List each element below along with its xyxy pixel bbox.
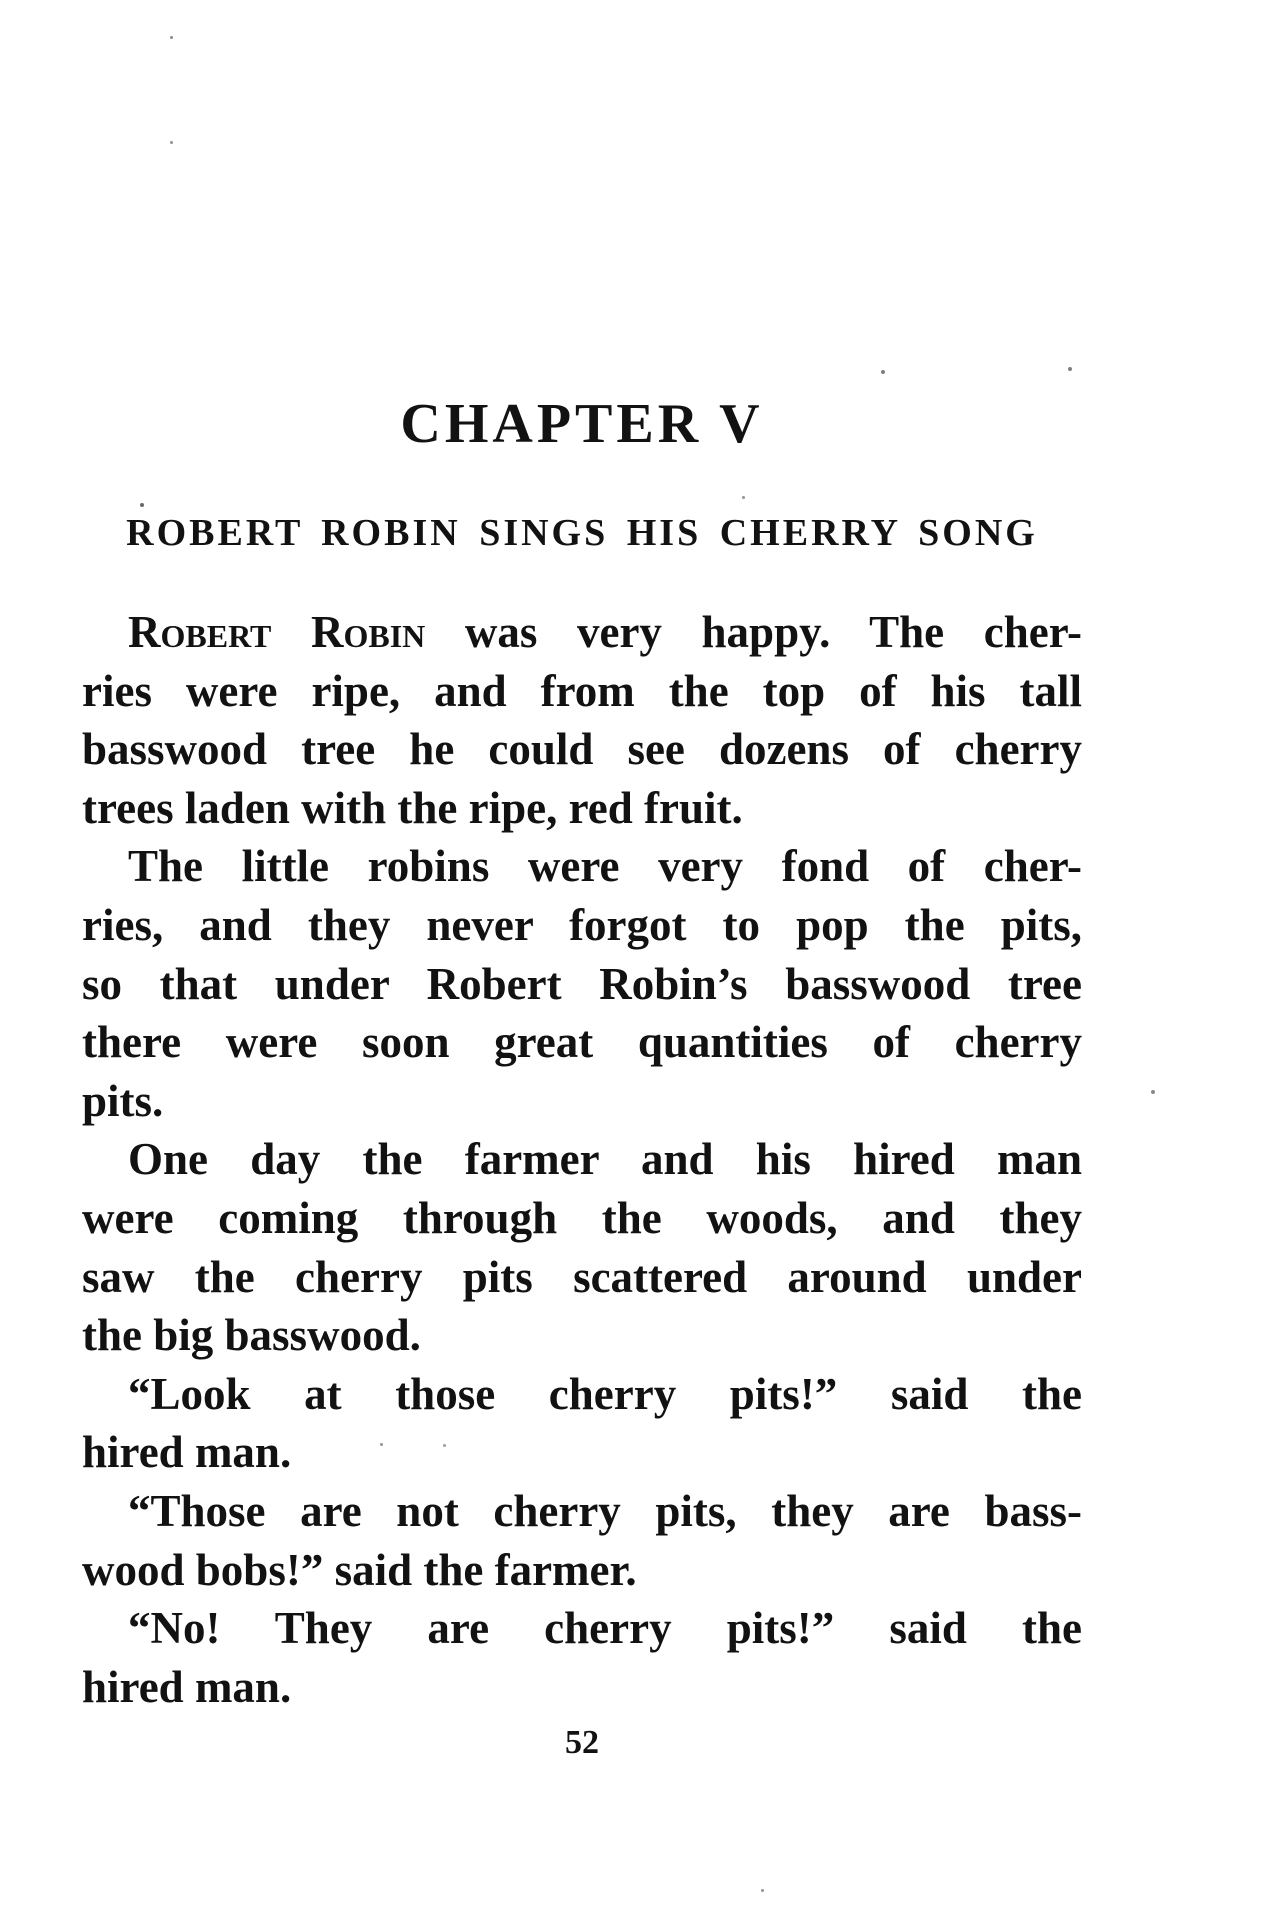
scan-speck	[140, 503, 144, 507]
paragraph-1	[82, 603, 1082, 837]
text-line: saw the cherry pits scattered around under	[82, 1251, 1082, 1302]
text-line: the big basswood.	[82, 1310, 421, 1361]
text-line: there were soon great quantities of cherry	[82, 1017, 1082, 1068]
text-line: “Look at those cherry pits!” said the	[128, 1368, 1082, 1419]
scan-speck	[1068, 367, 1072, 371]
text-line: basswood tree he could see dozens of cherry	[82, 724, 1082, 775]
text-line: were coming through the woods, and they	[82, 1192, 1082, 1243]
chapter-subtitle: ROBERT ROBIN SINGS HIS CHERRY SONG	[126, 512, 1038, 554]
page-number: 52	[565, 1724, 599, 1761]
paragraph-2	[82, 837, 1082, 1130]
scan-speck	[170, 141, 173, 144]
character-name-smallcaps: Robert Robin	[128, 607, 426, 657]
text-line: trees laden with the ripe, red fruit.	[82, 782, 743, 833]
text-line: ries, and they never forgot to pop the pits,	[82, 899, 1082, 950]
text-line: pits.	[82, 1075, 164, 1126]
text-line: wood bobs!” said the farmer.	[82, 1544, 637, 1595]
scan-speck	[1151, 1090, 1155, 1094]
text-line: One day the farmer and his hired man	[128, 1134, 1082, 1185]
scan-speck	[881, 370, 885, 374]
scan-speck	[761, 1889, 764, 1892]
paragraph-3	[82, 1130, 1082, 1364]
text-line: ries were ripe, and from the top of his tall	[82, 665, 1082, 716]
scan-speck	[380, 1443, 383, 1446]
text-line: The little robins were very fond of cher-	[128, 841, 1082, 892]
text-line	[82, 603, 1082, 662]
text-line: hired man.	[82, 1661, 292, 1712]
scan-speck	[742, 496, 745, 499]
text-line: “Those are not cherry pits, they are bass-	[128, 1485, 1082, 1536]
text-line: so that under Robert Robin’s basswood tree	[82, 958, 1082, 1009]
paragraph-4	[82, 1365, 1082, 1482]
scan-speck	[443, 1444, 446, 1447]
paragraph-6	[82, 1599, 1082, 1716]
text-line: hired man.	[82, 1427, 292, 1478]
text-line: “No! They are cherry pits!” said the	[128, 1603, 1082, 1654]
body-text	[82, 603, 1082, 1716]
chapter-title: CHAPTER V	[400, 393, 764, 455]
paragraph-5	[82, 1482, 1082, 1599]
lead-rest: was very happy. The cher-	[425, 607, 1082, 657]
scan-speck	[170, 36, 173, 39]
